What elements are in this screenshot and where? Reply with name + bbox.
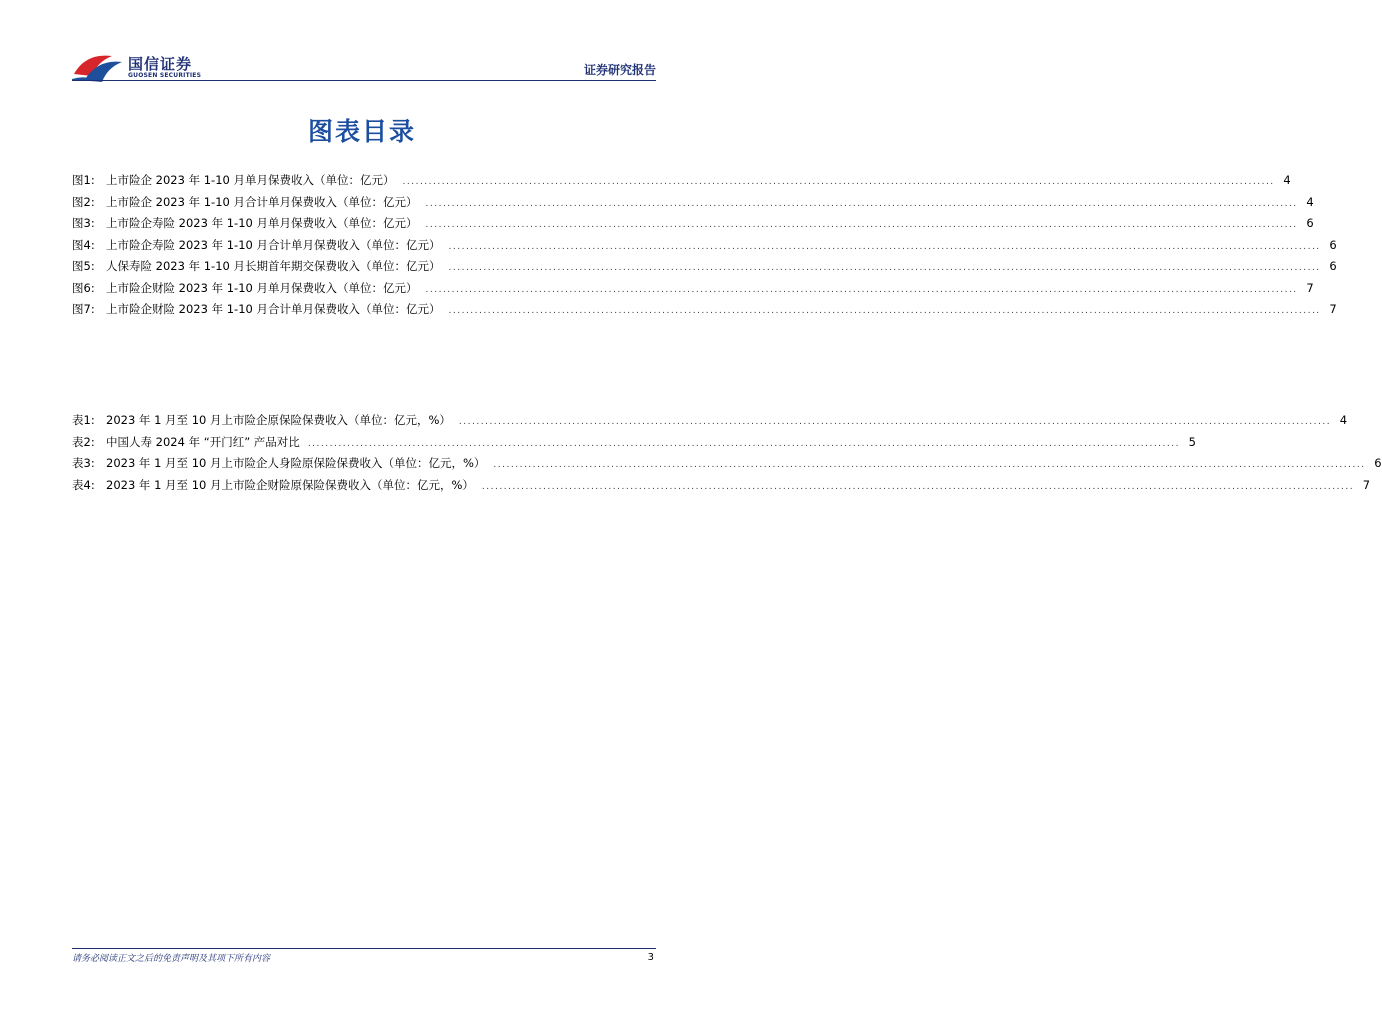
table-toc-entry-number: 表1: <box>72 413 95 427</box>
report-type-label: 证券研究报告 <box>583 63 656 77</box>
dot-leader: ........................................................................................................................................................................................................ <box>402 177 1275 187</box>
figure-toc-entry[interactable] <box>72 237 1337 259</box>
header-divider <box>72 80 656 81</box>
logo-chinese-text: 国信证券 <box>128 55 193 73</box>
figure-toc-entry-page-number: 7 <box>1329 302 1337 316</box>
table-toc-entry-page-number: 7 <box>1362 477 1371 492</box>
figure-toc-entry-title: 上市险企 2023 年 1-10 月单月保费收入（单位：亿元） <box>106 173 395 187</box>
figure-toc-entry-title: 上市险企财险 2023 年 1-10 月合计单月保费收入（单位：亿元） <box>106 302 441 316</box>
dot-leader: ........................................................................................................................................................................................................ <box>448 241 1321 252</box>
table-list <box>72 412 1382 498</box>
dot-leader: ........................................................................................................................................................................................................ <box>425 198 1298 209</box>
figure-toc-entry[interactable] <box>72 172 1291 194</box>
figure-toc-entry-number: 图4: <box>72 237 95 252</box>
figure-toc-entry-number: 图2: <box>72 194 95 209</box>
dot-leader: ........................................................................................................................................................................................................ <box>448 306 1321 316</box>
table-toc-entry-title: 2023 年 1 月至 10 月上市险企财险原保险保费收入（单位：亿元，%） <box>106 477 474 492</box>
figure-toc-entry-number: 图1: <box>72 173 95 187</box>
figure-toc-entry-number: 图7: <box>72 302 95 316</box>
page-title: 图表目录 <box>307 117 416 146</box>
figure-toc-entry-title: 人保寿险 2023 年 1-10 月长期首年期交保费收入（单位：亿元） <box>106 259 441 273</box>
figure-toc-entry[interactable] <box>72 215 1314 237</box>
figure-toc-entry-title: 上市险企财险 2023 年 1-10 月单月保费收入（单位：亿元） <box>106 280 418 295</box>
table-toc-entry-page-number: 6 <box>1374 456 1382 470</box>
figure-toc-entry-page-number: 6 <box>1306 216 1314 230</box>
table-toc-entry-number: 表2: <box>72 434 95 449</box>
figure-toc-entry-page-number: 6 <box>1329 259 1337 273</box>
figure-toc-entry-page-number: 7 <box>1306 280 1314 295</box>
figure-toc-entry[interactable] <box>72 194 1314 216</box>
dot-leader: ........................................................................................................................................................................................................ <box>425 284 1298 295</box>
figure-toc-entry-number: 图3: <box>72 216 95 230</box>
figure-toc-entry[interactable] <box>72 280 1314 302</box>
figure-toc-entry[interactable] <box>72 301 1337 323</box>
table-toc-entry-number: 表4: <box>72 477 95 492</box>
table-toc-entry-title: 中国人寿 2024 年 “开门红” 产品对比 <box>106 434 300 449</box>
table-toc-entry-page-number: 5 <box>1188 434 1196 449</box>
figure-toc-entry[interactable] <box>72 258 1337 280</box>
footer-disclaimer: 请务必阅读正文之后的免责声明及其项下所有内容 <box>72 954 271 964</box>
table-toc-entry-number: 表3: <box>72 456 95 470</box>
dot-leader: ........................................................................................................................................................................................................ <box>448 263 1321 273</box>
dot-leader: ........................................................................................................................................................................................................ <box>425 220 1298 230</box>
dot-leader: ........................................................................................................................................................................................................ <box>493 460 1366 470</box>
figure-toc-entry-number: 图5: <box>72 259 95 273</box>
table-toc-entry-title: 2023 年 1 月至 10 月上市险企原保险保费收入（单位：亿元，%） <box>106 413 451 427</box>
dot-leader: ........................................................................................................................................................................................................ <box>307 438 1180 449</box>
figure-toc-entry-title: 上市险企寿险 2023 年 1-10 月单月保费收入（单位：亿元） <box>106 216 418 230</box>
dot-leader: ........................................................................................................................................................................................................ <box>458 417 1332 427</box>
table-toc-entry[interactable] <box>72 412 1348 434</box>
table-toc-entry[interactable] <box>72 434 1196 456</box>
table-toc-entry-page-number: 4 <box>1339 413 1348 427</box>
figure-toc-entry-page-number: 4 <box>1283 173 1291 187</box>
figure-toc-entry-number: 图6: <box>72 280 95 295</box>
figure-toc-entry-page-number: 4 <box>1306 194 1314 209</box>
page-header <box>0 0 724 90</box>
table-toc-entry-title: 2023 年 1 月至 10 月上市险企人身险原保险保费收入（单位：亿元，%） <box>106 456 486 470</box>
table-toc-entry[interactable] <box>72 477 1371 499</box>
table-toc-entry[interactable] <box>72 455 1382 477</box>
figure-toc-entry-title: 上市险企寿险 2023 年 1-10 月合计单月保费收入（单位：亿元） <box>106 237 441 252</box>
logo-english-text: GUOSEN SECURITIES <box>128 72 202 79</box>
dot-leader: ........................................................................................................................................................................................................ <box>481 481 1355 492</box>
footer-divider <box>72 948 656 949</box>
figure-toc-entry-title: 上市险企 2023 年 1-10 月合计单月保费收入（单位：亿元） <box>106 194 418 209</box>
page-number: 3 <box>647 952 654 963</box>
figure-list <box>72 172 1337 323</box>
figure-toc-entry-page-number: 6 <box>1329 237 1337 252</box>
